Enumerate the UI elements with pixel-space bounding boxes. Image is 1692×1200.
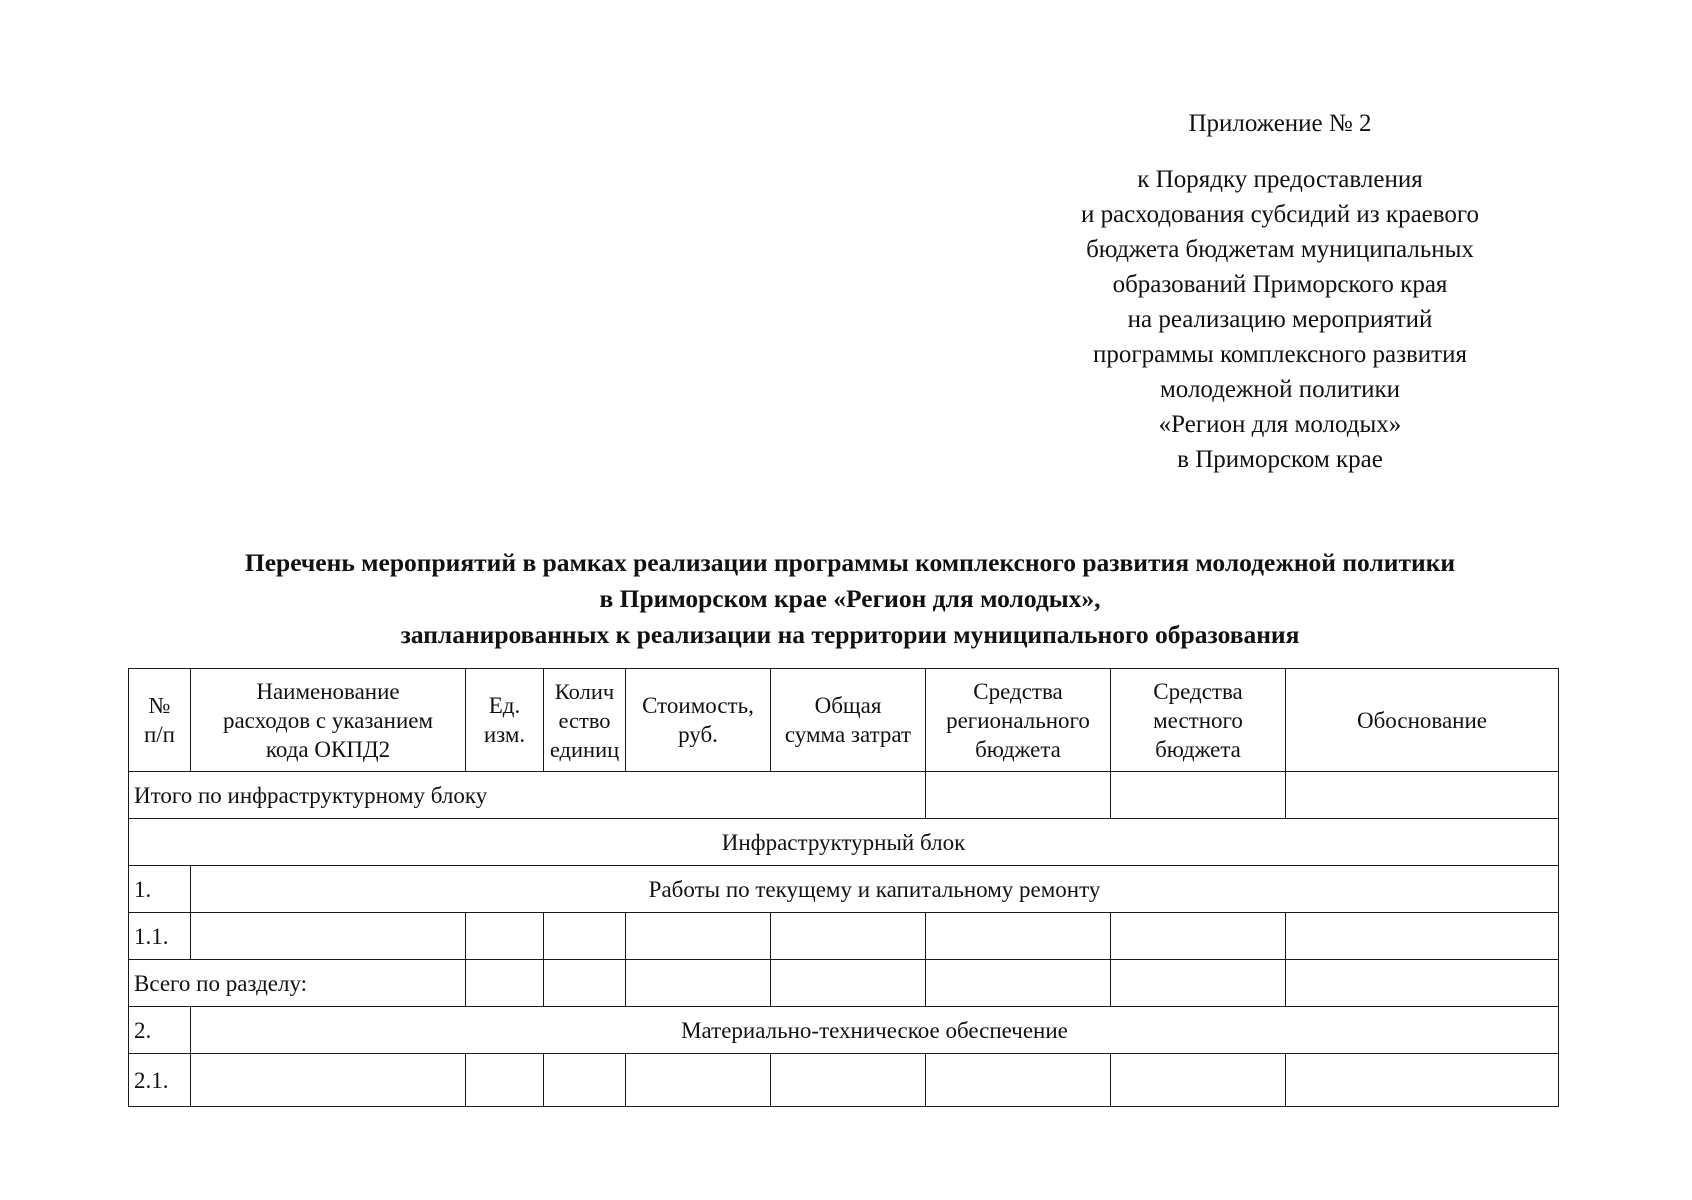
row-number-1-1: 1.1. xyxy=(129,913,191,960)
col-header-quantity-l3: единиц xyxy=(549,736,620,762)
cell-justification[interactable] xyxy=(1286,1054,1559,1107)
cell-justification[interactable] xyxy=(1286,960,1559,1007)
col-header-total-l1: Общая xyxy=(814,693,882,718)
page-title-line: Перечень мероприятий в рамках реализации программы комплексного развития молодежной политики xyxy=(244,548,1456,577)
col-header-total xyxy=(771,669,926,772)
table-row xyxy=(129,866,1559,913)
col-header-number-l2: п/п xyxy=(143,722,175,747)
appendix-title: Приложение № 2 xyxy=(1188,110,1372,137)
table-header-row xyxy=(129,669,1559,772)
col-header-local-l3: бюджета xyxy=(1155,736,1241,762)
col-header-unit xyxy=(466,669,544,772)
table-row xyxy=(129,913,1559,960)
col-header-number xyxy=(129,669,191,772)
col-header-price-l1: Стоимость, xyxy=(642,693,754,718)
cell-quantity[interactable] xyxy=(544,913,626,960)
page-title xyxy=(120,545,1580,653)
col-header-name-l2: расходов с указанием xyxy=(222,707,434,733)
cell-regional-budget[interactable] xyxy=(926,772,1111,819)
cell-regional-budget[interactable] xyxy=(926,960,1111,1007)
cell-unit[interactable] xyxy=(466,960,544,1007)
appendix-block xyxy=(980,108,1580,477)
row-label-total-infrastructure: Итого по инфраструктурному блоку xyxy=(129,772,926,819)
cell-justification[interactable] xyxy=(1286,913,1559,960)
cell-price[interactable] xyxy=(626,960,771,1007)
col-header-quantity-l2: ество xyxy=(558,707,611,733)
row-label-infrastructure-block: Инфраструктурный блок xyxy=(129,819,1559,866)
col-header-price xyxy=(626,669,771,772)
cell-local-budget[interactable] xyxy=(1111,1054,1286,1107)
col-header-local-budget xyxy=(1111,669,1286,772)
cell-price[interactable] xyxy=(626,913,771,960)
page-title-line: запланированных к реализации на территории муниципального образования xyxy=(400,620,1300,649)
cell-total[interactable] xyxy=(771,960,926,1007)
cell-unit[interactable] xyxy=(466,1054,544,1107)
col-header-quantity xyxy=(544,669,626,772)
table-row xyxy=(129,1054,1559,1107)
appendix-line: в Приморском крае xyxy=(1177,446,1383,473)
col-header-name-l3: кода ОКПД2 xyxy=(265,736,391,762)
table-row xyxy=(129,772,1559,819)
col-header-name xyxy=(191,669,466,772)
col-header-name-l1: Наименование xyxy=(256,678,400,704)
col-header-local-l2: местного xyxy=(1153,707,1243,733)
appendix-line: молодежной политики xyxy=(1159,376,1401,403)
page-title-line: в Приморском крае «Регион для молодых», xyxy=(599,584,1101,613)
row-number-2-1: 2.1. xyxy=(129,1054,191,1107)
appendix-line: на реализацию мероприятий xyxy=(1127,306,1433,333)
cell-regional-budget[interactable] xyxy=(926,913,1111,960)
appendix-lines xyxy=(980,162,1580,477)
col-header-price-l2: руб. xyxy=(678,722,718,747)
col-header-number-l1: № xyxy=(148,693,171,718)
appendix-line: бюджета бюджетам муниципальных xyxy=(1086,236,1474,263)
col-header-local-l1: Средства xyxy=(1153,678,1243,704)
row-label-section-1: Работы по текущему и капитальному ремонту xyxy=(191,866,1559,913)
cell-quantity[interactable] xyxy=(544,960,626,1007)
cell-quantity[interactable] xyxy=(544,1054,626,1107)
appendix-line: программы комплексного развития xyxy=(1093,341,1467,368)
col-header-justification xyxy=(1286,669,1559,772)
measures-table-wrap xyxy=(128,668,1558,1107)
row-label-section-total: Всего по разделу: xyxy=(129,960,466,1007)
cell-local-budget[interactable] xyxy=(1111,772,1286,819)
col-header-justification-l1: Обоснование xyxy=(1357,707,1487,733)
col-header-total-l2: сумма затрат xyxy=(784,722,912,747)
col-header-quantity-l1: Колич xyxy=(554,678,615,704)
cell-local-budget[interactable] xyxy=(1111,960,1286,1007)
cell-total[interactable] xyxy=(771,1054,926,1107)
row-number-1: 1. xyxy=(129,866,191,913)
appendix-line: и расходования субсидий из краевого xyxy=(1080,201,1480,228)
col-header-regional-l1: Средства xyxy=(973,678,1063,704)
col-header-regional-l3: бюджета xyxy=(975,736,1061,762)
row-number-2: 2. xyxy=(129,1007,191,1054)
cell-total[interactable] xyxy=(771,913,926,960)
table-row xyxy=(129,1007,1559,1054)
table-row xyxy=(129,960,1559,1007)
appendix-line: образований Приморского края xyxy=(1112,271,1448,298)
row-label-section-2: Материально-техническое обеспечение xyxy=(191,1007,1559,1054)
cell-unit[interactable] xyxy=(466,913,544,960)
col-header-unit-l1: Ед. xyxy=(488,693,521,718)
cell-price[interactable] xyxy=(626,1054,771,1107)
col-header-regional-l2: регионального xyxy=(946,707,1090,733)
cell-justification[interactable] xyxy=(1286,772,1559,819)
col-header-unit-l2: изм. xyxy=(483,722,526,747)
measures-table xyxy=(128,668,1559,1107)
cell-local-budget[interactable] xyxy=(1111,913,1286,960)
cell-name[interactable] xyxy=(191,913,466,960)
appendix-line: к Порядку предоставления xyxy=(1137,166,1423,193)
appendix-line: «Регион для молодых» xyxy=(1158,411,1402,438)
col-header-regional-budget xyxy=(926,669,1111,772)
table-row xyxy=(129,819,1559,866)
cell-regional-budget[interactable] xyxy=(926,1054,1111,1107)
cell-name[interactable] xyxy=(191,1054,466,1107)
